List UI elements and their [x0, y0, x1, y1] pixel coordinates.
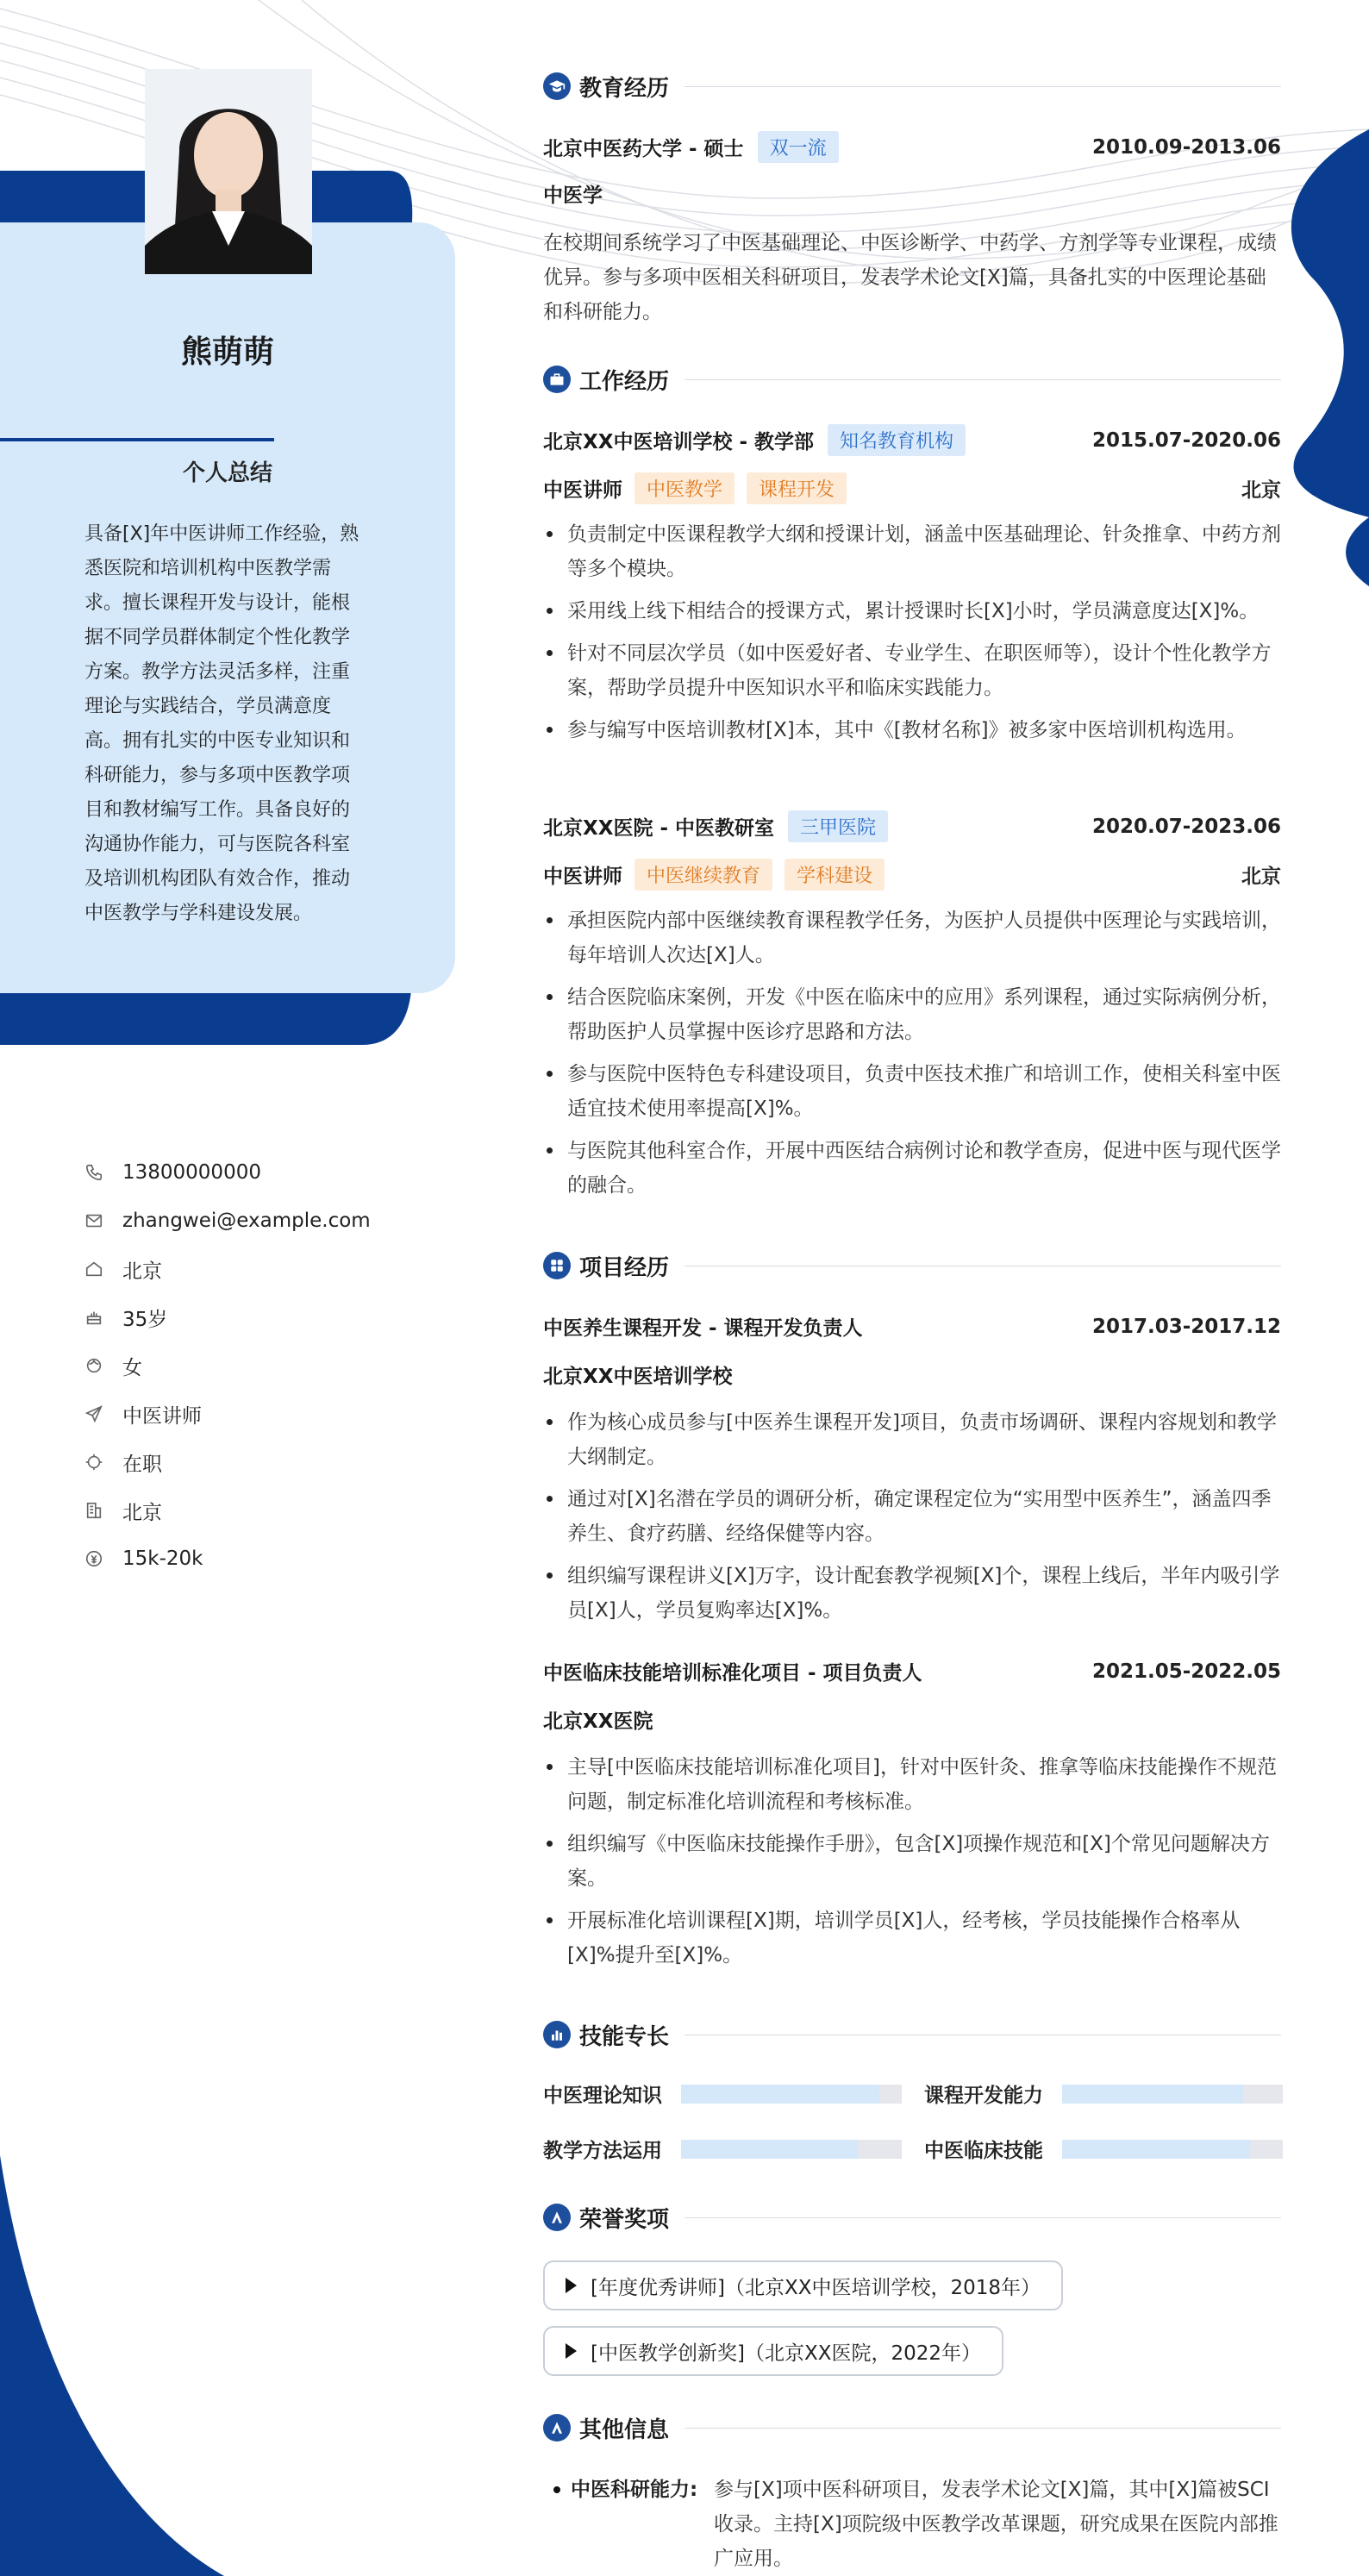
project-date: 2017.03-2017.12: [1091, 1315, 1281, 1338]
project-bullets: [543, 1750, 1281, 1980]
contact-position: [83, 1390, 445, 1438]
job-org-tag: 三甲医院: [788, 810, 888, 842]
other-label: 中医科研能力:: [571, 2479, 698, 2501]
skill-item: [924, 2079, 1043, 2108]
contact-status: [83, 1438, 445, 1486]
contact-value: 北京: [122, 1501, 162, 1524]
project-org: 北京XX医院: [543, 1710, 653, 1733]
job-header-row: [543, 424, 1281, 456]
cake-icon: [83, 1306, 105, 1329]
section-rule: [684, 2217, 1281, 2218]
contact-value: 女: [122, 1356, 142, 1379]
bar-chart-icon: [543, 2021, 571, 2048]
section-rule: [684, 86, 1281, 87]
list-item: 结合医院临床案例，开发《中医在临床中的应用》系列课程，通过实际病例分析，帮助医护人员掌握中医诊疗思路和方法。: [543, 980, 1281, 1049]
contact-value: zhangwei@example.com: [122, 1210, 371, 1232]
skill-bar-fill: [681, 2140, 858, 2159]
skills-section-header: [543, 2017, 1281, 2052]
major-row: [543, 179, 1281, 208]
email-icon: [83, 1210, 105, 1232]
awards-section-header: [543, 2200, 1281, 2235]
send-icon: [83, 1403, 105, 1425]
job-header-row: [543, 810, 1281, 842]
skill-bar: [681, 2140, 902, 2159]
skill-bar: [1062, 2085, 1283, 2104]
project-header-row: [543, 1312, 1281, 1341]
status-icon: [83, 1451, 105, 1473]
award-icon: [543, 2414, 571, 2442]
skill-name: 教学方法运用: [543, 2140, 662, 2162]
projects-section-header: [543, 1248, 1281, 1283]
skill-bar: [1062, 2140, 1283, 2159]
contact-gender: [83, 1341, 445, 1390]
skill-bar-fill: [1062, 2085, 1243, 2104]
summary-divider: [0, 438, 274, 441]
job-org: 北京XX医院 - 中医教研室: [543, 817, 775, 840]
list-item: 通过对[X]名潜在学员的调研分析，确定课程定位为“实用型中医养生”，涵盖四季养生、食疗药膳、经络保健等内容。: [543, 1482, 1281, 1551]
list-item: 参与编写中医培训教材[X]本，其中《[教材名称]》被多家中医培训机构选用。: [543, 713, 1281, 747]
section-title: 其他信息: [579, 2417, 670, 2443]
list-item: 开展标准化培训课程[X]期，培训学员[X]人，经考核，学员技能操作合格率从[X]%提升至[X]%。: [543, 1904, 1281, 1973]
salary-icon: [83, 1547, 105, 1570]
job-tag: 课程开发: [747, 472, 847, 504]
contact-value: 中医讲师: [122, 1404, 202, 1428]
bullet-dot: [553, 2486, 560, 2493]
contact-location: [83, 1245, 445, 1293]
phone-icon: [83, 1161, 105, 1184]
list-item: 与医院其他科室合作，开展中西医结合病例讨论和教学查房，促进中医与现代医学的融合。: [543, 1134, 1281, 1203]
education-section-header: [543, 69, 1281, 103]
job-tag: 中医继续教育: [634, 859, 772, 891]
section-title: 教育经历: [579, 75, 670, 102]
award-item: [543, 2326, 1003, 2376]
list-item: 组织编写课程讲义[X]万字，设计配套教学视频[X]个，课程上线后，半年内吸引学员[X]人，学员复购率达[X]%。: [543, 1559, 1281, 1628]
job-bullets: [543, 517, 1281, 755]
contact-email: [83, 1197, 445, 1245]
project-org: 北京XX中医培训学校: [543, 1366, 733, 1388]
contact-value: 在职: [122, 1453, 162, 1476]
contact-list: [83, 1148, 445, 1583]
other-info-item: [543, 2473, 1281, 2576]
project-name: 中医临床技能培训标准化项目 - 项目负责人: [543, 1662, 922, 1685]
list-item: 组织编写《中医临床技能操作手册》，包含[X]项操作规范和[X]个常见问题解决方案。: [543, 1827, 1281, 1896]
job-bullets: [543, 903, 1281, 1210]
contact-value: 北京: [122, 1260, 162, 1283]
job-city: 北京: [1241, 866, 1281, 888]
graduation-cap-icon: [543, 72, 571, 100]
briefcase-icon: [543, 366, 571, 393]
job-role-row: [543, 859, 1281, 891]
skill-bar-fill: [681, 2085, 879, 2104]
skill-name: 中医临床技能: [924, 2140, 1043, 2162]
job-tag: 学科建设: [785, 859, 885, 891]
skill-bar: [681, 2085, 902, 2104]
skill-name: 中医理论知识: [543, 2085, 662, 2107]
school-name: 北京中医药大学 - 硕士: [543, 138, 744, 160]
section-title: 工作经历: [579, 368, 670, 395]
project-date: 2021.05-2022.05: [1091, 1660, 1281, 1683]
project-org-row: [543, 1705, 1281, 1734]
education-description: 在校期间系统学习了中医基础理论、中医诊断学、中药学、方剂学等专业课程，成绩优异。参与多项中医相关科研项目，发表学术论文[X]篇，具备扎实的中医理论基础和科研能力。: [543, 232, 1277, 323]
list-item: 作为核心成员参与[中医养生课程开发]项目，负责市场调研、课程内容规划和教学大纲制定。: [543, 1405, 1281, 1474]
project-header-row: [543, 1657, 1281, 1685]
skill-name: 课程开发能力: [924, 2085, 1043, 2107]
list-item: 负责制定中医课程教学大纲和授课计划，涵盖中医基础理论、针灸推拿、中药方剂等多个模块。: [543, 517, 1281, 586]
play-triangle-icon: [566, 2278, 577, 2293]
section-title: 项目经历: [579, 1254, 670, 1281]
education-date: 2010.09-2013.06: [1091, 135, 1281, 159]
contact-phone: [83, 1148, 445, 1197]
project-bullets: [543, 1405, 1281, 1635]
grid-icon: [543, 1252, 571, 1279]
home-icon: [83, 1258, 105, 1280]
contact-age: [83, 1293, 445, 1341]
job-role: 中医讲师: [543, 866, 622, 888]
job-org-tag: 知名教育机构: [828, 424, 966, 456]
job-role: 中医讲师: [543, 479, 622, 502]
work-section-header: [543, 362, 1281, 397]
award-item: [543, 2260, 1063, 2310]
job-date: 2020.07-2023.06: [1091, 815, 1281, 838]
job-date: 2015.07-2020.06: [1091, 428, 1281, 452]
project-org-row: [543, 1360, 1281, 1389]
contact-value: 15k-20k: [122, 1547, 203, 1570]
job-city: 北京: [1241, 479, 1281, 502]
list-item: 采用线上线下相结合的授课方式，累计授课时长[X]小时，学员满意度达[X]%。: [543, 594, 1281, 628]
award-text: [年度优秀讲师]（北京XX中医培训学校，2018年）: [591, 2276, 1041, 2299]
job-tag: 中医教学: [634, 472, 735, 504]
contact-value: 35岁: [122, 1308, 168, 1331]
award-icon: [543, 2204, 571, 2231]
summary-title: 个人总结: [182, 460, 272, 486]
skill-item: [924, 2135, 1043, 2163]
list-item: 承担医院内部中医继续教育课程教学任务，为医护人员提供中医理论与实践培训，每年培训人次达[X]人。: [543, 903, 1281, 972]
job-role-row: [543, 472, 1281, 504]
skill-bar-fill: [1062, 2140, 1250, 2159]
other-section-header: [543, 2410, 1281, 2445]
play-triangle-icon: [566, 2343, 577, 2359]
award-text: [中医教学创新奖]（北京XX医院，2022年）: [591, 2342, 981, 2365]
section-title: 荣誉奖项: [579, 2206, 670, 2233]
education-row: [543, 131, 1281, 163]
candidate-name: 熊萌萌: [180, 335, 274, 370]
skill-item: [543, 2135, 662, 2163]
section-rule: [684, 379, 1281, 380]
school-tag: 双一流: [758, 131, 839, 163]
list-item: 针对不同层次学员（如中医爱好者、专业学生、在职医师等），设计个性化教学方案，帮助学员提升中医知识水平和临床实践能力。: [543, 636, 1281, 705]
summary-text: 具备[X]年中医讲师工作经验，熟悉医院和培训机构中医教学需求。擅长课程开发与设计，能根据不同学员群体制定个性化教学方案。教学方法灵活多样，注重理论与实践结合，学员满意度高。拥有扎实的中医专业知识和科研能力，参与多项中医教学项目和教材编写工作。具备良好的沟通协作能力，可与医院各科室及培训机构团队有效合作，推动中医教学与学科建设发展。: [84, 523, 359, 924]
project-name: 中医养生课程开发 - 课程开发负责人: [543, 1317, 863, 1340]
other-text: 参与[X]项中医科研项目，发表学术论文[X]篇，其中[X]篇被SCI收录。主持[X]项院级中医教学改革课题，研究成果在医院内部推广应用。: [714, 2479, 1278, 2570]
list-item: 主导[中医临床技能培训标准化项目]，针对中医针灸、推拿等临床技能操作不规范问题，制定标准化培训流程和考核标准。: [543, 1750, 1281, 1819]
contact-city: [83, 1486, 445, 1535]
gender-icon: [83, 1354, 105, 1377]
list-item: 参与医院中医特色专科建设项目，负责中医技术推广和培训工作，使相关科室中医适宜技术使用率提高[X]%。: [543, 1057, 1281, 1126]
skill-item: [543, 2079, 662, 2108]
avatar: [145, 69, 312, 274]
building-icon: [83, 1499, 105, 1522]
section-title: 技能专长: [579, 2023, 670, 2050]
contact-salary: [83, 1535, 445, 1583]
section-rule: [684, 2428, 1281, 2429]
job-org: 北京XX中医培训学校 - 教学部: [543, 431, 815, 453]
contact-value: 13800000000: [122, 1161, 261, 1184]
major: 中医学: [543, 184, 603, 207]
